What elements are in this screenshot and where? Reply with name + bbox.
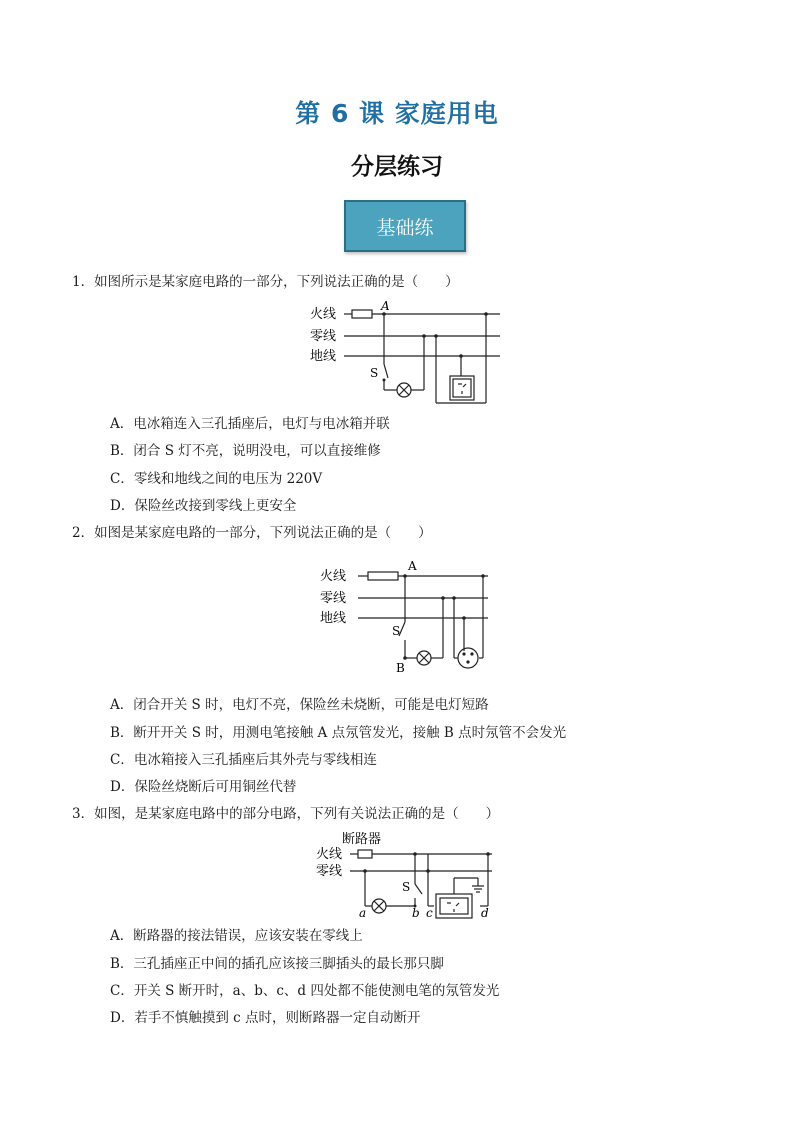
breaker-symbol [358, 850, 372, 858]
question-2-circuit-diagram [312, 556, 502, 678]
live-wire-label: 火线 [320, 569, 347, 584]
breaker-label: 断路器 [342, 832, 382, 847]
ground-wire-label: 地线 [310, 349, 337, 364]
question-3-option-b: B．三孔插座正中间的插孔应该接三脚插头的最长那只脚 [110, 956, 444, 972]
question-1-option-a: A．电冰箱连入三孔插座后，电灯与电冰箱并联 [110, 416, 390, 432]
point-a-label: A [381, 299, 390, 313]
neutral-wire-label: 零线 [320, 591, 347, 606]
point-d-label: d [481, 906, 489, 920]
point-b-label: B [396, 661, 405, 675]
question-1-option-d: D．保险丝改接到零线上更安全 [110, 498, 297, 514]
question-3-option-a: A．断路器的接法错误，应该安装在零线上 [110, 928, 363, 944]
ground-wire-label: 地线 [320, 611, 347, 626]
page-title: 第 6 课 家庭用电 [295, 99, 499, 128]
point-a-label: A [408, 559, 417, 573]
switch-label: S [402, 880, 411, 894]
question-3-option-c: C．开关 S 断开时，a、b、c、d 四处都不能使测电笔的氖管发光 [110, 983, 500, 999]
switch-label: S [392, 624, 401, 638]
switch-label: S [370, 366, 379, 380]
question-1-option-c: C．零线和地线之间的电压为 220V [110, 471, 323, 487]
fuse-symbol [352, 310, 372, 318]
page-subtitle: 分层练习 [351, 154, 443, 180]
question-3-option-d: D．若手不慎触摸到 c 点时，则断路器一定自动断开 [110, 1010, 421, 1026]
point-a-label: a [359, 906, 367, 920]
point-b-label: b [412, 906, 420, 920]
fuse-symbol [368, 572, 398, 580]
question-2-option-d: D．保险丝烧断后可用铜丝代替 [110, 779, 297, 795]
question-2-option-a: A．闭合开关 S 时，电灯不亮，保险丝未烧断，可能是电灯短路 [110, 697, 489, 713]
socket-symbol [450, 376, 474, 400]
neutral-wire-label: 零线 [310, 329, 337, 344]
question-2-option-c: C．电冰箱接入三孔插座后其外壳与零线相连 [110, 752, 377, 768]
question-1-stem: 1．如图所示是某家庭电路的一部分，下列说法正确的是（ ） [72, 274, 459, 290]
neutral-wire-label: 零线 [316, 864, 343, 879]
section-label-box [344, 200, 466, 252]
question-3-stem: 3．如图，是某家庭电路中的部分电路，下列有关说法正确的是（ ） [72, 806, 500, 822]
question-2-option-b: B．断开开关 S 时，用测电笔接触 A 点氖管发光，接触 B 点时氖管不会发光 [110, 725, 567, 741]
socket-symbol [458, 648, 478, 668]
question-1-option-b: B．闭合 S 灯不亮，说明没电，可以直接维修 [110, 443, 381, 459]
question-1-circuit-diagram [300, 298, 510, 406]
section-label: 基础练 [376, 216, 434, 239]
live-wire-label: 火线 [310, 307, 337, 322]
point-c-label: c [426, 906, 433, 920]
question-2-stem: 2．如图是某家庭电路的一部分，下列说法正确的是（ ） [72, 525, 432, 541]
live-wire-label: 火线 [316, 847, 343, 862]
question-3-circuit-diagram [312, 828, 502, 922]
